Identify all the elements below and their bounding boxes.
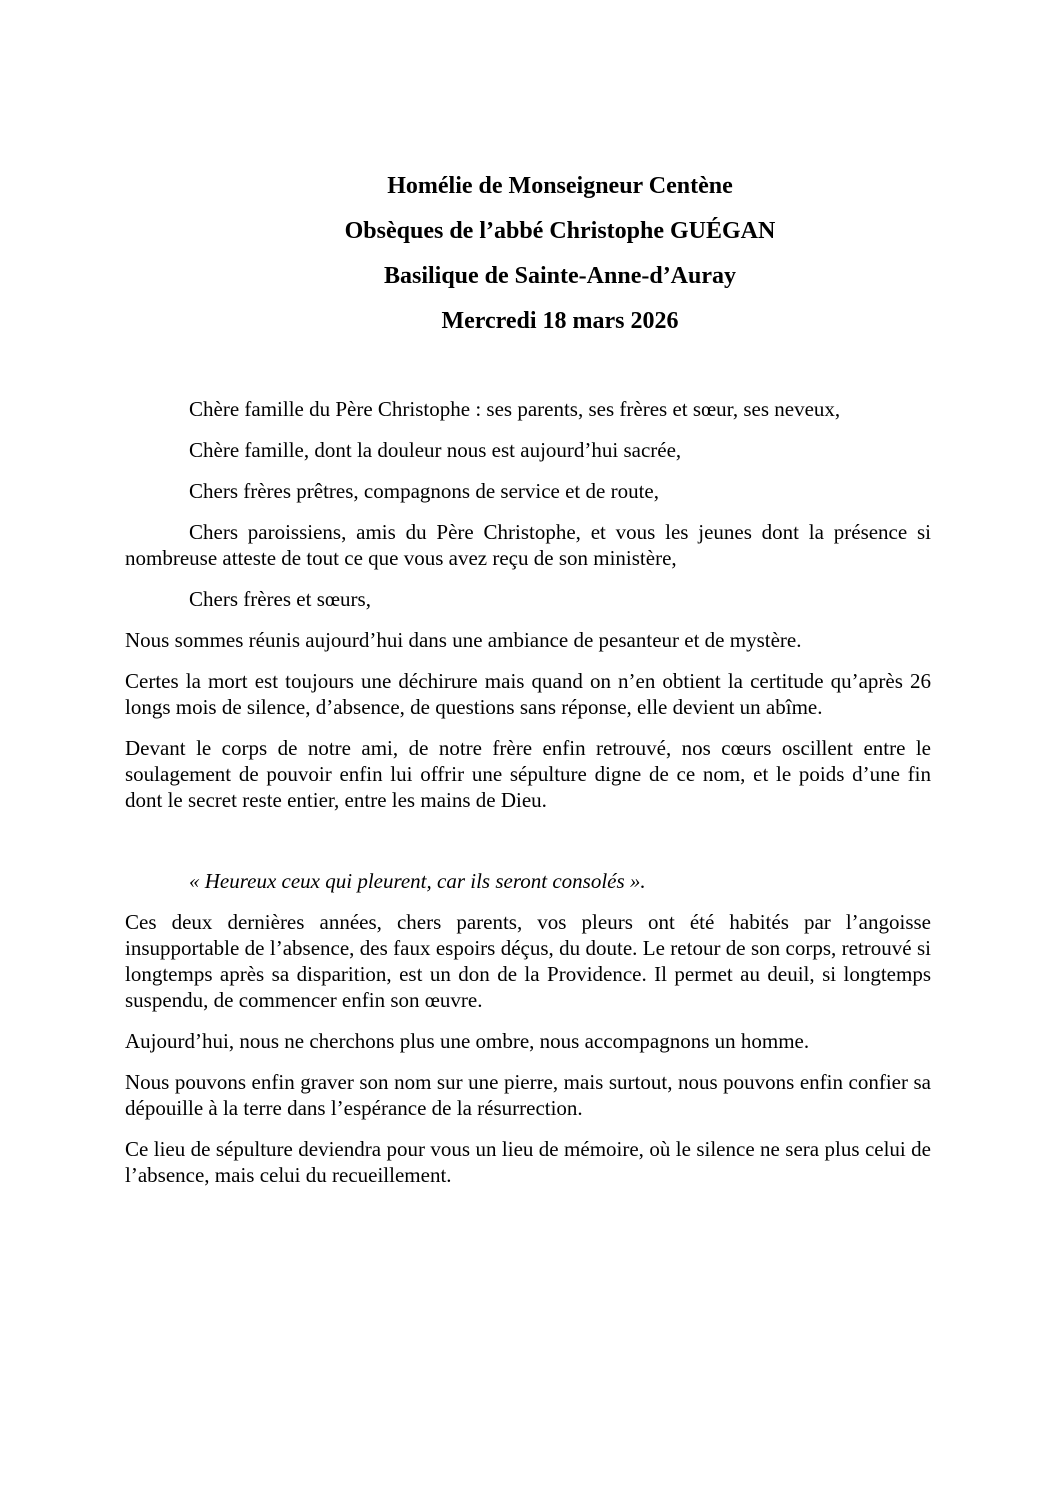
title-line-basilica: Basilique de Sainte-Anne-d’Auray (383, 263, 737, 289)
body-paragraph: Nous sommes réunis aujourd’hui dans une ambiance de pesanteur et de mystère. (125, 628, 802, 652)
salutation-paragraph: Chers paroissiens, amis du Père Christophe, et vous les jeunes dont la présence si nombreuse atteste de tout ce que vous avez reçu de son ministère, (125, 520, 931, 570)
body-paragraph: Ces deux dernières années, chers parents, vos pleurs ont été habités par l’angoisse insupportable de l’absence, des faux espoirs déçus, du doute. Le retour de son corps, retrouvé si longtemps après sa disparition, est un don de la Providence. Il permet au deuil, si longtemps suspendu, de commencer enfin son œuvre. (125, 910, 931, 1012)
scripture-quote: « Heureux ceux qui pleurent, car ils seront consolés ». (189, 869, 646, 893)
salutation-paragraph: Chers frères et sœurs, (189, 587, 371, 611)
body-paragraph: Devant le corps de notre ami, de notre frère enfin retrouvé, nos cœurs oscillent entre le soulagement de pouvoir enfin lui offrir une sépulture digne de ce nom, et le poids d’une fin dont le secret reste entier, entre les mains de Dieu. (125, 736, 931, 812)
body-paragraph: Aujourd’hui, nous ne cherchons plus une ombre, nous accompagnons un homme. (125, 1029, 810, 1053)
title-line-homily: Homélie de Monseigneur Centène (387, 173, 733, 199)
salutation-paragraph: Chère famille du Père Christophe : ses parents, ses frères et sœur, ses neveux, (189, 397, 841, 421)
body-paragraph: Certes la mort est toujours une déchirure mais quand on n’en obtient la certitude qu’après 26 longs mois de silence, d’absence, de questions sans réponse, elle devient un abîme. (125, 669, 931, 719)
salutation-paragraph: Chère famille, dont la douleur nous est aujourd’hui sacrée, (189, 438, 682, 462)
title-line-funeral: Obsèques de l’abbé Christophe GUÉGAN (344, 218, 776, 244)
body-paragraph: Ce lieu de sépulture deviendra pour vous un lieu de mémoire, où le silence ne sera plus celui de l’absence, mais celui du recueillement. (125, 1137, 931, 1187)
body-paragraph: Nous pouvons enfin graver son nom sur une pierre, mais surtout, nous pouvons enfin confier sa dépouille à la terre dans l’espérance de la résurrection. (125, 1070, 931, 1120)
salutation-paragraph: Chers frères prêtres, compagnons de service et de route, (189, 479, 659, 503)
title-line-date: Mercredi 18 mars 2026 (441, 308, 679, 334)
